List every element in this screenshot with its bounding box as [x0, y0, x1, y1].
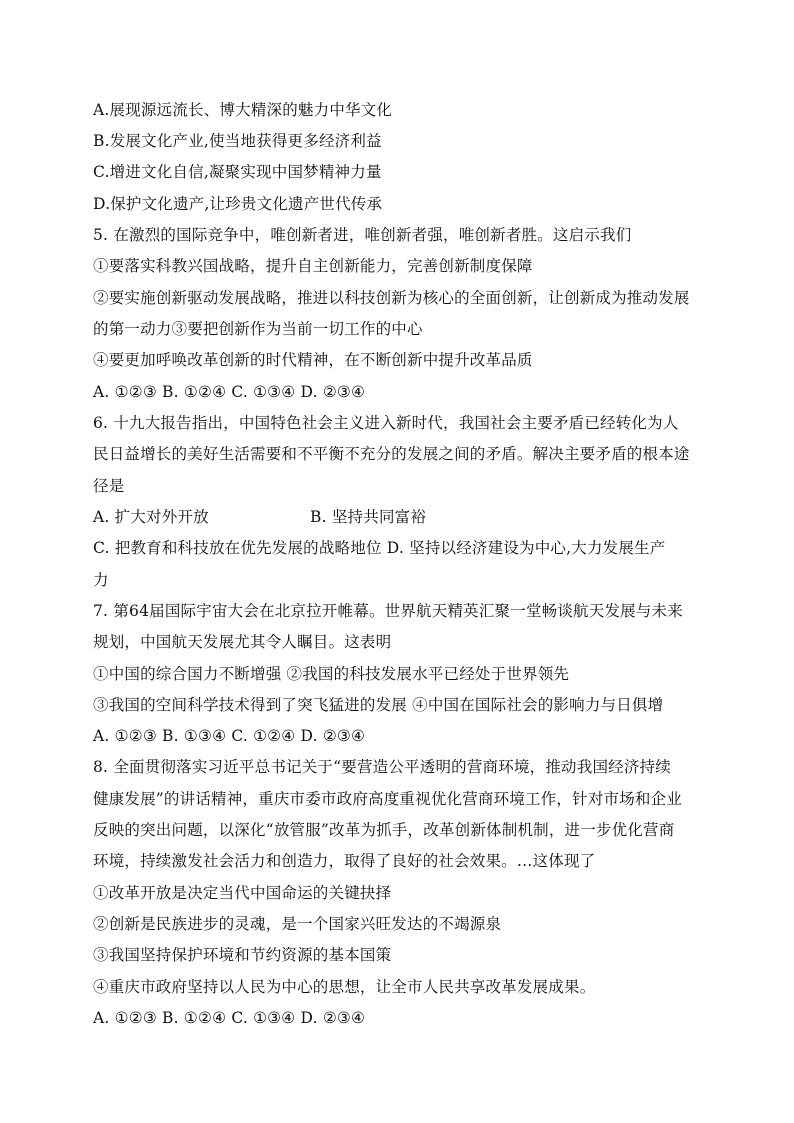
- q7-answer-options: A. ①②③ B. ①③④ C. ①②④ D. ②③④: [93, 727, 366, 745]
- q8-stem-line-3: 反映的突出问题，以深化“放管服”改革为抓手，改革创新体制机制，进一步优化营商: [93, 821, 675, 839]
- q7-stem-line-2: 规划，中国航天发展尤其令人瞩目。这表明: [93, 633, 392, 651]
- q8-stem-line-2: 健康发展”的讲话精神，重庆市委市政府高度重视优化营商环境工作，针对市场和企业: [93, 790, 683, 808]
- q8-statement-1: ①改革开放是决定当代中国命运的关键抉择: [93, 884, 392, 902]
- q4-option-c: C.增进文化自信,凝聚实现中国梦精神力量: [93, 163, 382, 181]
- q8-stem-line-1: 8. 全面贯彻落实习近平总书记关于“要营造公平透明的营商环境，推动我国经济持续: [93, 758, 671, 776]
- q6-stem-line-1: 6. 十九大报告指出，中国特色社会主义进入新时代，我国社会主要矛盾已经转化为人: [93, 414, 679, 432]
- q6-stem-line-2: 民日益增长的美好生活需要和不平衡不充分的发展之间的矛盾。解决主要矛盾的根本途: [93, 445, 690, 463]
- q4-option-d: D.保护文化遗产,让珍贵文化遗产世代传承: [93, 195, 383, 213]
- q5-answer-options: A. ①②③ B. ①②④ C. ①③④ D. ②③④: [93, 383, 366, 401]
- q6-option-b: B. 坚持共同富裕: [310, 508, 427, 526]
- q7-statements-1-2: ①中国的综合国力不断增强 ②我国的科技发展水平已经处于世界领先: [93, 665, 570, 683]
- q8-answer-options: A. ①②③ B. ①②④ C. ①③④ D. ②③④: [93, 1009, 366, 1027]
- q8-statement-4: ④重庆市政府坚持以人民为中心的思想，让全市人民共享改革发展成果。: [93, 978, 596, 996]
- q5-statement-4: ④要更加呼唤改革创新的时代精神，在不断创新中提升改革品质: [93, 351, 533, 369]
- q6-options-cd: C. 把教育和科技放在优先发展的战略地位 D. 坚持以经济建设为中心,大力发展生产: [93, 539, 666, 557]
- q5-statement-2-3: 的第一动力③要把创新作为当前一切工作的中心: [93, 320, 423, 338]
- q5-stem: 5. 在激烈的国际竞争中，唯创新者进，唯创新者强，唯创新者胜。这启示我们: [93, 226, 632, 244]
- q4-option-b: B.发展文化产业,使当地获得更多经济利益: [93, 132, 382, 150]
- q6-options-ab: [93, 507, 426, 527]
- q4-option-a: A.展现源远流长、博大精深的魅力中华文化: [93, 101, 393, 119]
- q5-statement-2: ②要实施创新驱动发展战略，推进以科技创新为核心的全面创新，让创新成为推动发展: [93, 289, 690, 307]
- q8-statement-3: ③我国坚持保护环境和节约资源的基本国策: [93, 946, 392, 964]
- q5-statement-1: ①要落实科教兴国战略，提升自主创新能力，完善创新制度保障: [93, 257, 533, 275]
- q6-stem-line-3: 径是: [93, 477, 125, 495]
- q6-option-a: A. 扩大对外开放: [93, 508, 209, 526]
- q8-stem-line-4: 环境，持续激发社会活力和创造力，取得了良好的社会效果。…这体现了: [93, 852, 596, 870]
- q6-options-cd-cont: 力: [93, 571, 109, 589]
- q7-statements-3-4: ③我国的空间科学技术得到了突飞猛进的发展 ④中国在国际社会的影响力与日俱增: [93, 696, 664, 714]
- q7-stem-line-1: 7. 第64届国际宇宙大会在北京拉开帷幕。世界航天精英汇聚一堂畅谈航天发展与未来: [93, 602, 683, 620]
- q8-statement-2: ②创新是民族进步的灵魂，是一个国家兴旺发达的不竭源泉: [93, 915, 502, 933]
